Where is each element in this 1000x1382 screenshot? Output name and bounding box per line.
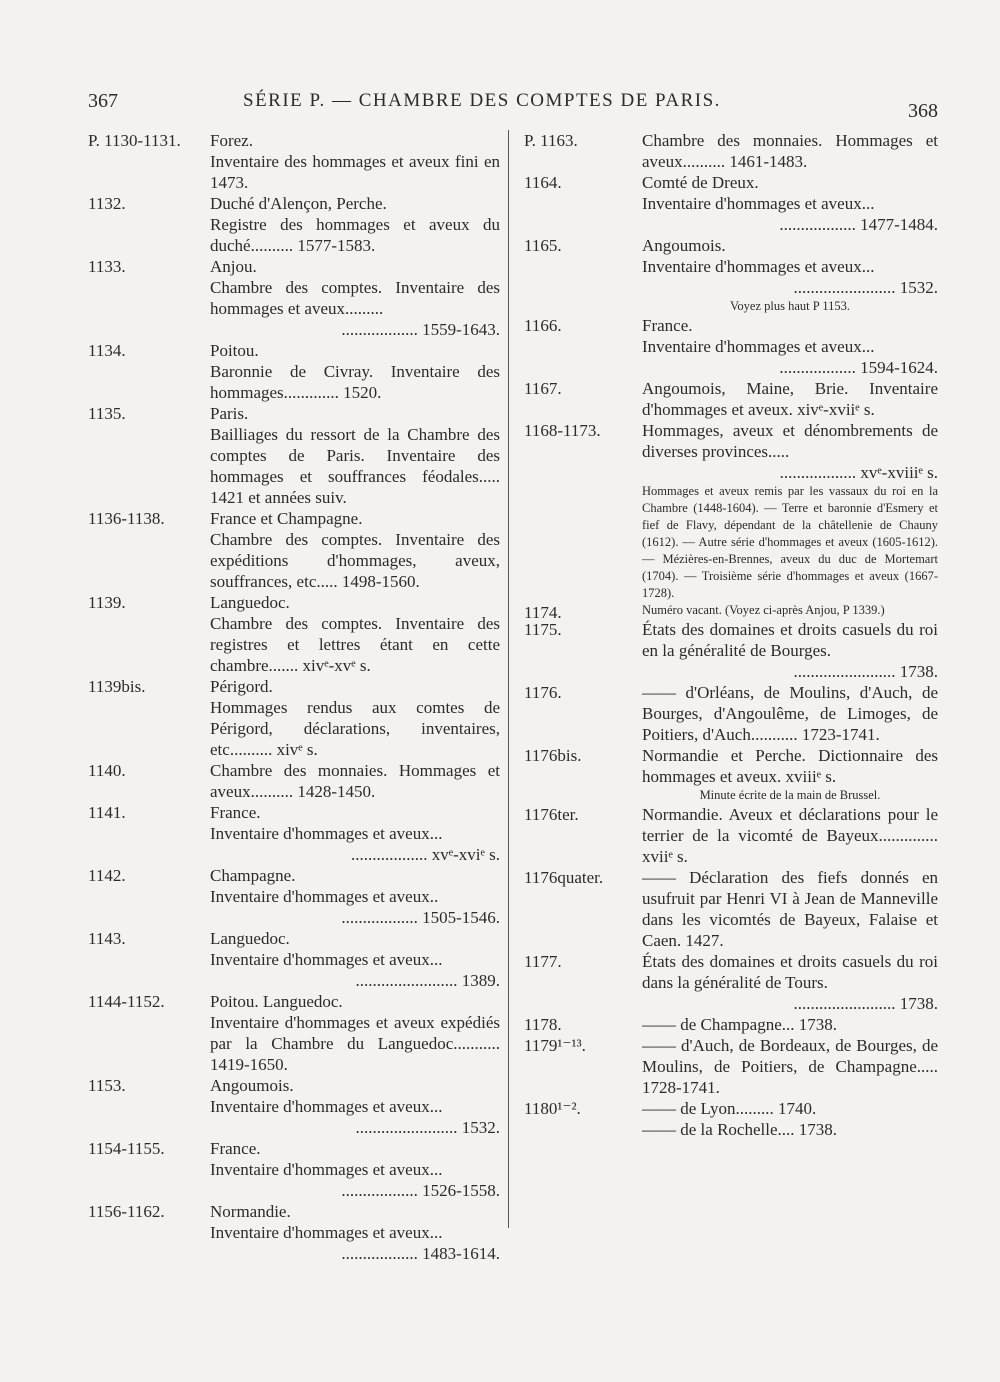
entry-line: France. <box>210 803 261 822</box>
catalog-entry <box>88 403 500 508</box>
right-column <box>524 130 938 1140</box>
entry-line: France. <box>642 316 693 335</box>
entry-number: 1135. <box>88 404 126 423</box>
entry-number: 1132. <box>88 194 126 213</box>
entry-number: 1143. <box>88 929 126 948</box>
entry-line: —— de Lyon......... 1740. <box>642 1099 817 1118</box>
catalog-entry <box>524 1014 938 1035</box>
entry-line: Registre des hommages et aveux du duché.......... 1577-1583. <box>210 215 500 255</box>
entry-line: Forez. <box>210 131 253 150</box>
entry-number: 1178. <box>524 1015 562 1034</box>
entry-line: Comté de Dreux. <box>642 173 759 192</box>
entry-line: Chambre des monnaies. Hommages et aveux.......... 1428-1450. <box>210 761 500 801</box>
entry-body <box>642 1098 938 1140</box>
page-header <box>88 88 938 122</box>
entry-body <box>642 235 938 315</box>
entry-number: 1154-1155. <box>88 1139 165 1158</box>
catalog-entry <box>88 340 500 403</box>
entry-body <box>210 592 500 676</box>
entry-line: —— d'Auch, de Bordeaux, de Bourges, de Moulins, de Poitiers, de Champagne..... 1728-1741. <box>642 1036 938 1097</box>
entry-date: .................. 1483-1614. <box>341 1244 500 1263</box>
entry-number: 1153. <box>88 1076 126 1095</box>
entry-number: 1139bis. <box>88 677 146 696</box>
catalog-entry <box>524 1035 938 1098</box>
entry-line: Inventaire d'hommages et aveux... <box>210 824 443 843</box>
entry-body <box>642 420 938 602</box>
entry-line: Champagne. <box>210 866 296 885</box>
entry-line: Périgord. <box>210 677 273 696</box>
entry-body <box>210 1138 500 1201</box>
entry-note: Minute écrite de la main de Brussel. <box>699 788 881 802</box>
entry-date: .................. xvᵉ-xviᵉ s. <box>351 845 500 864</box>
entry-body <box>642 867 938 951</box>
entry-number: 1168-1173. <box>524 421 601 440</box>
entry-line: Bailliages du ressort de la Chambre des comptes de Paris. Inventaire des hommages et souffrances féodales..... 1421 et années suiv. <box>210 425 500 507</box>
catalog-entry <box>88 760 500 802</box>
catalog-entry <box>88 1201 500 1264</box>
entry-number: 1179¹⁻¹³. <box>524 1036 586 1055</box>
entry-number: 1174. <box>524 603 562 622</box>
catalog-entry <box>524 235 938 315</box>
entry-line: Languedoc. <box>210 929 290 948</box>
entry-date: .................. 1505-1546. <box>341 908 500 927</box>
entry-body <box>210 1201 500 1264</box>
entry-line: —— Déclaration des fiefs donnés en usufruit par Henri VI à Jean de Manneville dans les vicomtés de Bayeux, Falaise et Caen. 1427. <box>642 868 938 950</box>
entry-line: Paris. <box>210 404 249 423</box>
entry-body <box>642 1014 938 1035</box>
entry-body <box>210 340 500 403</box>
entry-body <box>642 682 938 745</box>
entry-body <box>642 619 938 682</box>
catalog-entry <box>88 802 500 865</box>
entry-line: Inventaire d'hommages et aveux... <box>210 950 443 969</box>
catalog-entry <box>524 682 938 745</box>
entry-body <box>642 315 938 378</box>
entry-date: ........................ 1532. <box>793 278 938 297</box>
entry-note: Hommages et aveux remis par les vassaux du roi en la Chambre (1448-1604). — Terre et baronnie d'Esmery et fief de Flavy, dépendant de la châtellenie de Chauny (1612). — Autre série d'hommages et aveux (1605-1612). — Mézières-en-Brennes, aveux du duc de Mortemart (1704). — Troisième série d'hommages et aveux (1667-1728). <box>642 484 938 600</box>
catalog-entry <box>524 804 938 867</box>
entry-line: Angoumois. <box>642 236 726 255</box>
entry-date: .................. 1559-1643. <box>341 320 500 339</box>
column-divider <box>508 130 509 1228</box>
entry-number: 1164. <box>524 173 562 192</box>
entry-date: .................. 1594-1624. <box>779 358 938 377</box>
entry-body <box>210 865 500 928</box>
entry-line: États des domaines et droits casuels du roi en la généralité de Bourges. <box>642 620 938 660</box>
entry-line: Inventaire d'hommages et aveux... <box>642 257 875 276</box>
catalog-entry <box>524 315 938 378</box>
entry-line: Hommages rendus aux comtes de Périgord, déclarations, inventaires, etc.......... xivᵉ s. <box>210 698 500 759</box>
entry-number: 1166. <box>524 316 562 335</box>
catalog-entry <box>88 130 500 193</box>
catalog-entry <box>524 867 938 951</box>
entry-number: 1177. <box>524 952 562 971</box>
entry-line: Inventaire d'hommages et aveux... <box>210 1160 443 1179</box>
entry-line: Angoumois, Maine, Brie. Inventaire d'hommages et aveux. xivᵉ-xviiᵉ s. <box>642 379 938 419</box>
catalog-entry <box>88 928 500 991</box>
entry-line: Inventaire d'hommages et aveux... <box>642 337 875 356</box>
entry-body <box>642 745 938 804</box>
catalog-entry <box>524 1098 938 1140</box>
entry-body <box>210 256 500 340</box>
entry-line: Inventaire d'hommages et aveux... <box>642 194 875 213</box>
entry-number: 1175. <box>524 620 562 639</box>
entry-line: France et Champagne. <box>210 509 363 528</box>
entry-body <box>210 130 500 193</box>
page-number-left: 367 <box>88 90 118 112</box>
catalog-entry <box>88 256 500 340</box>
entry-number: 1140. <box>88 761 126 780</box>
entry-date: .................. 1526-1558. <box>341 1181 500 1200</box>
entry-line: Inventaire d'hommages et aveux... <box>210 1097 443 1116</box>
entry-number: 1176ter. <box>524 805 579 824</box>
entry-line: Chambre des comptes. Inventaire des hommages et aveux......... <box>210 278 500 318</box>
left-column <box>88 130 500 1264</box>
catalog-entry <box>88 592 500 676</box>
entry-body <box>210 760 500 802</box>
entry-line: Poitou. <box>210 341 259 360</box>
entry-line: —— de Champagne... 1738. <box>642 1015 837 1034</box>
entry-body <box>642 951 938 1014</box>
entry-line: France. <box>210 1139 261 1158</box>
entry-number: 1176bis. <box>524 746 582 765</box>
entry-body <box>642 172 938 235</box>
catalog-entry <box>88 193 500 256</box>
page-number-right: 368 <box>908 100 938 122</box>
entry-number: P. 1130-1131. <box>88 131 181 150</box>
entry-number: 1136-1138. <box>88 509 165 528</box>
entry-body <box>642 378 938 420</box>
entry-line: Normandie et Perche. Dictionnaire des hommages et aveux. xviiiᵉ s. <box>642 746 938 786</box>
entry-line: —— d'Orléans, de Moulins, d'Auch, de Bourges, d'Angoulême, de Limoges, de Poitiers, d'Auch........... 1723-1741. <box>642 683 938 744</box>
catalog-entry <box>524 602 938 622</box>
entry-line: Anjou. <box>210 257 257 276</box>
entry-line: Normandie. <box>210 1202 291 1221</box>
entry-note: Numéro vacant. (Voyez ci-après Anjou, P 1339.) <box>642 603 885 617</box>
catalog-entry <box>524 172 938 235</box>
catalog-entry <box>524 951 938 1014</box>
catalog-entry <box>524 130 938 172</box>
catalog-entry <box>524 619 938 682</box>
entry-line: Inventaire d'hommages et aveux expédiés par la Chambre du Languedoc........... 1419-1650. <box>210 1013 500 1074</box>
entry-date: .................. 1477-1484. <box>779 215 938 234</box>
entry-number: 1134. <box>88 341 126 360</box>
entry-number: 1167. <box>524 379 562 398</box>
entry-number: P. 1163. <box>524 131 578 150</box>
entry-number: 1156-1162. <box>88 1202 165 1221</box>
entry-body <box>210 403 500 508</box>
entry-body <box>210 676 500 760</box>
entry-line: Languedoc. <box>210 593 290 612</box>
entry-line: Inventaire d'hommages et aveux.. <box>210 887 439 906</box>
catalog-entry <box>88 865 500 928</box>
entry-body <box>210 1075 500 1138</box>
entry-body <box>210 508 500 592</box>
entry-line: Inventaire des hommages et aveux fini en 1473. <box>210 152 500 192</box>
entry-number: 1139. <box>88 593 126 612</box>
entry-body <box>642 1035 938 1098</box>
entry-line: Duché d'Alençon, Perche. <box>210 194 387 213</box>
entry-body <box>210 193 500 256</box>
running-title: SÉRIE P. — CHAMBRE DES COMPTES DE PARIS. <box>243 90 721 111</box>
catalog-entry <box>524 745 938 804</box>
entry-number: 1142. <box>88 866 126 885</box>
entry-number: 1144-1152. <box>88 992 165 1011</box>
entry-number: 1165. <box>524 236 562 255</box>
entry-body <box>642 130 938 172</box>
entry-number: 1133. <box>88 257 126 276</box>
catalog-entry <box>88 991 500 1075</box>
entry-line: —— de la Rochelle.... 1738. <box>642 1120 837 1139</box>
entry-line: Hommages, aveux et dénombrements de diverses provinces..... <box>642 421 938 461</box>
entry-line: Angoumois. <box>210 1076 294 1095</box>
catalog-entry <box>88 1075 500 1138</box>
entry-line: Poitou. Languedoc. <box>210 992 343 1011</box>
entry-line: Chambre des monnaies. Hommages et aveux.......... 1461-1483. <box>642 131 938 171</box>
entry-number: 1180¹⁻². <box>524 1099 581 1118</box>
entry-line: Normandie. Aveux et déclarations pour le terrier de la vicomté de Bayeux.............. xviiᵉ s. <box>642 805 938 866</box>
catalog-entry <box>524 378 938 420</box>
entry-body <box>642 602 938 619</box>
entry-line: États des domaines et droits casuels du roi dans la généralité de Tours. <box>642 952 938 992</box>
entry-number: 1176quater. <box>524 868 604 887</box>
entry-line: Chambre des comptes. Inventaire des expéditions d'hommages, aveux, souffrances, etc..... 1498-1560. <box>210 530 500 591</box>
entry-date: ........................ 1389. <box>355 971 500 990</box>
entry-body <box>210 991 500 1075</box>
entry-date: ........................ 1738. <box>793 662 938 681</box>
entry-body <box>210 928 500 991</box>
catalog-entry <box>88 676 500 760</box>
catalog-entry <box>88 508 500 592</box>
catalog-entry <box>524 420 938 602</box>
entry-note: Voyez plus haut P 1153. <box>729 299 851 313</box>
catalog-entry <box>88 1138 500 1201</box>
entry-line: Chambre des comptes. Inventaire des registres et lettres étant en cette chambre....... xivᵉ-xvᵉ s. <box>210 614 500 675</box>
entry-date: ........................ 1532. <box>355 1118 500 1137</box>
entry-number: 1176. <box>524 683 562 702</box>
entry-line: Inventaire d'hommages et aveux... <box>210 1223 443 1242</box>
entry-number: 1141. <box>88 803 126 822</box>
entry-line: Baronnie de Civray. Inventaire des hommages............. 1520. <box>210 362 500 402</box>
entry-body <box>210 802 500 865</box>
entry-date: ........................ 1738. <box>793 994 938 1013</box>
entry-date: .................. xvᵉ-xviiiᵉ s. <box>779 463 938 482</box>
entry-body <box>642 804 938 867</box>
